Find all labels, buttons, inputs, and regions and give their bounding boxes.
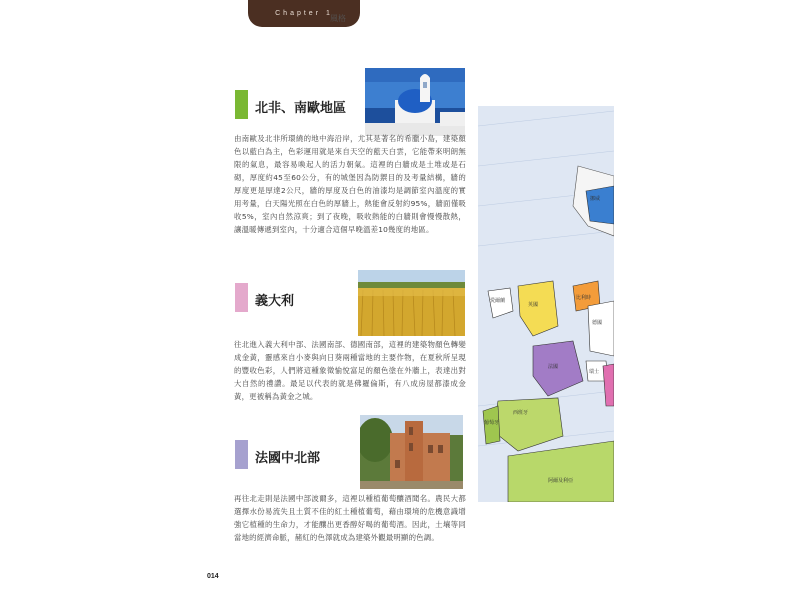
section-2-color-bar <box>235 283 248 312</box>
section-3-body: 再往北走則是法國中部波爾多，這裡以種植葡萄釀酒聞名。農民大都選擇水份易流失且土質不佳的紅土種植葡萄，藉由環境的危機意識增強它植種的生命力，才能釀出更香醇好喝的葡萄酒。因此，土壤等同當地的經濟命脈，赭紅的色澤就成為建築外觀最明顯的色調。 <box>234 494 466 542</box>
santorini-church-photo <box>365 68 465 136</box>
map-label-france: 法國 <box>548 364 559 370</box>
map-label-belgium: 比利時 <box>576 295 592 301</box>
section-3-color-bar <box>235 440 248 469</box>
map-label-algeria: 阿爾及利亞 <box>548 478 574 484</box>
section-1-title: 北非、南歐地區 <box>255 101 347 116</box>
section-2-body: 往北進入義大利中部、法國南部、德國南部，這裡的建築物顏色轉變成金黃，靈感來自小麥與向日葵兩種當地的主要作物，在夏秋所呈現的豐收色彩，人們將這種象徵愉悅富足的顏色塗在外牆上，表達出對大自然的禮讚。最足以代表的就是佛羅倫斯，有八成房屋都漆成金黃，更被稱為黃金之城。 <box>234 340 466 401</box>
section-1-color-bar <box>235 90 248 119</box>
section-1-body: 由南歐及北非所環繞的地中海沿岸，尤其是著名的希臘小島，建築顏色以藍白為主，色彩運用就是來自天空的藍天白雲，它能帶來明朗無限的氣息，最容易喚起人的活力朝氣。這裡的白牆成是土堆或是石砌，厚度約45至60公分，有的城堡因為防禦目的及考量結構，牆的厚度更是厚達2公尺，牆的厚度及白色的油漆均是調節室內溫度的實用考量，白天陽光照在白色的厚牆上，熱能會反射約95%，牆面僅吸收5%，室內自然涼爽；到了夜晚，吸收熱能的白牆則會慢慢散熱，讓溫暖傳遞到室內，十分適合這個早晚溫差10幾度的地區。 <box>234 134 466 234</box>
map-label-norway: 挪威 <box>590 196 601 202</box>
chapter-title: 風格 <box>330 14 346 23</box>
chapter-label: Chapter 1 <box>275 10 333 17</box>
map-label-spain: 西班牙 <box>513 410 529 416</box>
map-label-ireland: 愛爾蘭 <box>490 298 506 304</box>
europe-color-map <box>478 106 614 502</box>
section-2-title: 義大利 <box>255 294 295 309</box>
page-number: 014 <box>207 573 219 580</box>
villa-photo <box>360 415 463 489</box>
map-label-portugal: 葡萄牙 <box>484 420 500 426</box>
map-label-switzerland: 瑞士 <box>589 369 600 375</box>
map-label-germany: 德國 <box>592 320 603 326</box>
map-label-uk: 英國 <box>528 302 539 308</box>
wheat-field-photo <box>358 270 465 336</box>
section-3-title: 法國中北部 <box>255 451 321 466</box>
